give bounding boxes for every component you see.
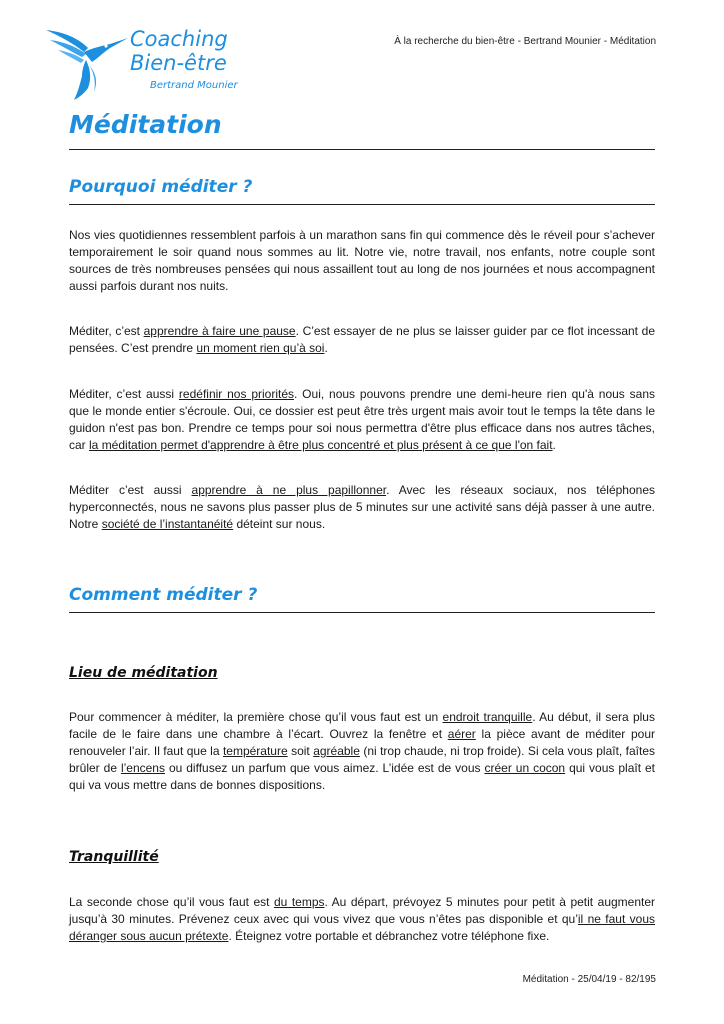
title-divider (69, 149, 655, 150)
paragraph-pause: Méditer, c’est apprendre à faire une pause. C’est essayer de ne plus se laisser guider par ce flot incessant de pensées. C’est prendre un moment rien qu’à soi. (69, 324, 655, 355)
paragraph-priorites: Méditer, c’est aussi redéfinir nos priorités. Oui, nous pouvons prendre une demi-heure rien qu'à nous sans que le monde entier s'écroule. Oui, ce dossier est peut être très urgent mais avoir tout le temps la tête dans le guidon n'est pas bon. Prendre ce temps pour soi nous permettra d'être plus efficace dans nos autres tâches, car la méditation permet d'apprendre à être plus concentré et plus présent à ce que l'on fait. (69, 387, 655, 452)
section-heading-pourquoi: Pourquoi méditer ? (69, 177, 253, 197)
paragraph-intro: Nos vies quotidiennes ressemblent parfois à un marathon sans fin qui commence dès le réveil pour s’achever temporairement le soir quand nous sommes au lit. Notre vie, notre travail, nos enfants, notre couple sont sources de très nombreuses pensées qui nous assaillent tout au long de nos journées et nous accompagnent aussi parfois durant nos nuits. (69, 228, 655, 293)
paragraph-tranquillite: La seconde chose qu’il vous faut est du temps. Au départ, prévoyez 5 minutes pour petit à petit augmenter jusqu’à 30 minutes. Prévenez ceux avec qui vous vivez que vous n’êtes pas disponible et qu’il ne faut vous déranger sous aucun prétexte. Éteignez votre portable et débranchez votre téléphone fixe. (69, 895, 656, 943)
subheading-tranquillite: Tranquillité (69, 849, 159, 865)
section-divider-comment (69, 612, 655, 613)
paragraph-papillonner: Méditer c’est aussi apprendre à ne plus papillonner. Avec les réseaux sociaux, nos téléphones hyperconnectés, nous ne savons plus passer plus de 5 minutes sur une activité sans déjà passer à une autre. Notre société de l’instantanéité déteint sur nous. (69, 483, 655, 531)
paragraph-lieu: Pour commencer à méditer, la première chose qu’il vous faut est un endroit tranquille. Au début, il sera plus facile de le faire dans une chambre à l’écart. Ouvrez la fenêtre et aérer la pièce avant de méditer pour renouveler l’air. Il faut que la température soit agréable (ni trop chaude, ni trop froide). Si cela vous plaît, faîtes brûler de l’encens ou diffusez un parfum que vous aimez. L’idée est de vous créer un cocon qui vous plaît et qui va vous mettre dans de bonnes dispositions. (69, 710, 656, 792)
logo-author: Bertrand Mounier (150, 80, 238, 91)
logo-text-bien-etre: Bien-être (130, 51, 227, 75)
section-divider-pourquoi (69, 204, 655, 205)
page-footer: Méditation - 25/04/19 - 82/195 (522, 974, 656, 985)
subheading-lieu: Lieu de méditation (69, 665, 218, 681)
running-header: À la recherche du bien-être - Bertrand Mounier - Méditation (394, 36, 656, 47)
section-heading-comment: Comment méditer ? (69, 585, 258, 605)
logo-text-coaching: Coaching (130, 27, 228, 51)
page-title: Méditation (69, 110, 222, 139)
hummingbird-icon (44, 22, 128, 102)
logo (44, 22, 244, 102)
